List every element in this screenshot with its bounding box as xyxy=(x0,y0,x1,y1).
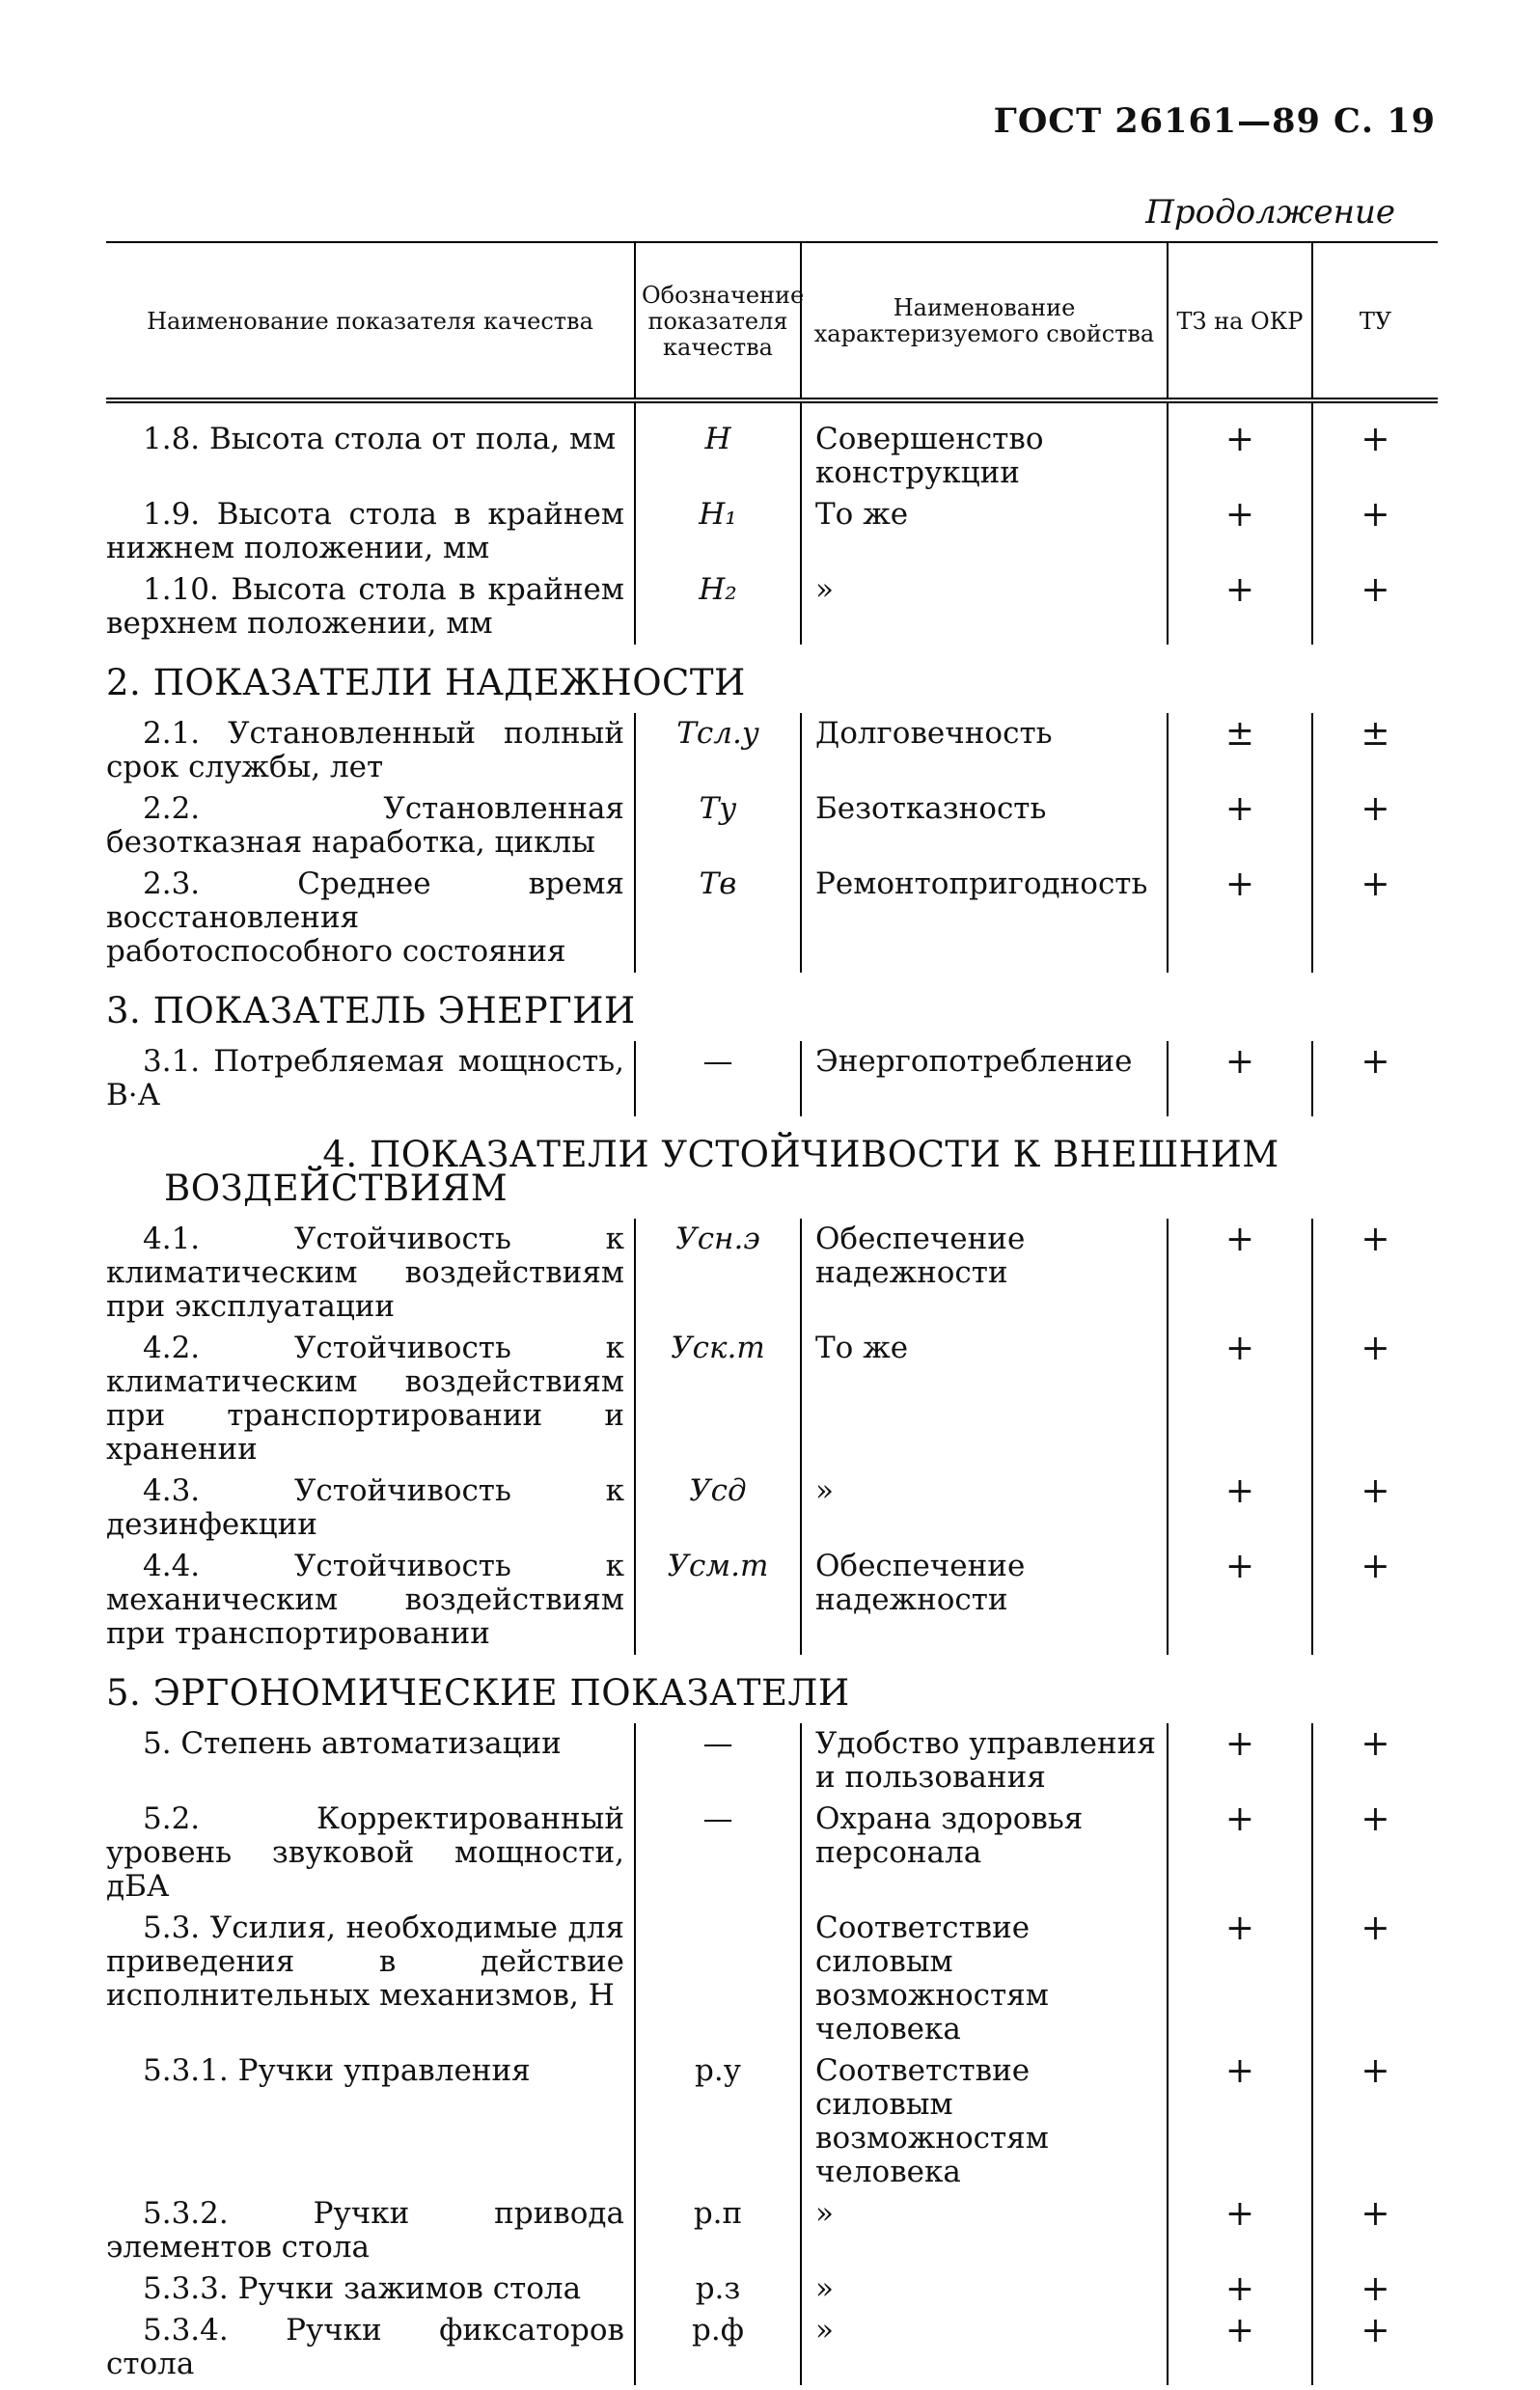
indicator-name: 5.3.4. Ручки фиксаторов стола xyxy=(106,2313,624,2381)
tz-mark: + xyxy=(1168,1723,1312,1799)
table-row xyxy=(106,2310,1438,2385)
section-title-reliability: 2. ПОКАЗАТЕЛИ НАДЕЖНОСТИ xyxy=(106,662,746,703)
section-heading-row xyxy=(106,1116,1438,1219)
column-header-property: Наименование характеризуемого свойства xyxy=(801,242,1168,400)
tu-mark: + xyxy=(1312,2193,1438,2268)
page-header: ГОСТ 26161—89 С. 19 xyxy=(993,101,1436,141)
tu-mark: + xyxy=(1312,1328,1438,1470)
tu-mark: ± xyxy=(1312,713,1438,788)
indicator-name: 3.1. Потребляемая мощность, В·А xyxy=(106,1044,624,1113)
table-row xyxy=(106,569,1438,645)
indicator-symbol: — xyxy=(635,1799,801,1908)
tu-mark: + xyxy=(1312,1546,1438,1655)
tu-mark: + xyxy=(1312,2050,1438,2193)
indicator-property: » xyxy=(801,2310,1168,2385)
indicator-property: Соответствие силовым возможностям человека xyxy=(801,2050,1168,2193)
table-row xyxy=(106,1470,1438,1546)
indicator-property: То же xyxy=(801,1328,1168,1470)
indicator-name: 2.1. Установленный полный срок службы, лет xyxy=(106,716,624,784)
indicator-name: 4.3. Устойчивость к дезинфекции xyxy=(106,1473,624,1542)
tz-mark: + xyxy=(1168,569,1312,645)
tz-mark: + xyxy=(1168,2310,1312,2385)
table-row xyxy=(106,1219,1438,1328)
tz-mark: + xyxy=(1168,1799,1312,1908)
indicator-name: 4.1. Устойчивость к климатическим воздействиям при эксплуатации xyxy=(106,1222,624,1324)
indicator-property: Совершенство конструкции xyxy=(801,400,1168,494)
continuation-label: Продолжение xyxy=(1145,193,1395,232)
section-title-resistance: 4. ПОКАЗАТЕЛИ УСТОЙЧИВОСТИ К ВНЕШНИМ ВОЗДЕЙСТВИЯМ xyxy=(164,1134,1279,1209)
indicator-name: 5.3.3. Ручки зажимов стола xyxy=(143,2271,582,2306)
table-row xyxy=(106,1799,1438,1908)
table-row xyxy=(106,1328,1438,1470)
indicator-symbol: — xyxy=(635,1723,801,1799)
tu-mark: + xyxy=(1312,1908,1438,2050)
indicator-name: 1.10. Высота стола в крайнем верхнем положении, мм xyxy=(106,572,624,641)
column-header-tu: ТУ xyxy=(1312,242,1438,400)
table-row xyxy=(106,1723,1438,1799)
table-row xyxy=(106,2268,1438,2310)
tu-mark: + xyxy=(1312,400,1438,494)
tu-mark: + xyxy=(1312,1799,1438,1908)
indicator-name: 4.4. Устойчивость к механическим воздействиям при транспортировании xyxy=(106,1549,624,1651)
indicator-property: » xyxy=(801,2268,1168,2310)
indicator-name: 2.2. Установленная безотказная наработка, циклы xyxy=(106,791,624,860)
tu-mark: + xyxy=(1312,2310,1438,2385)
section-heading-row xyxy=(106,973,1438,1041)
tu-mark: + xyxy=(1312,1723,1438,1799)
tz-mark: + xyxy=(1168,1219,1312,1328)
tu-mark: + xyxy=(1312,2268,1438,2310)
indicator-name: 5.3.2. Ручки привода элементов стола xyxy=(106,2196,624,2265)
indicator-name: 5. Степень автоматизации xyxy=(143,1726,562,1761)
table-row xyxy=(106,494,1438,569)
table-row xyxy=(106,713,1438,788)
indicator-name: 1.8. Высота стола от пола, мм xyxy=(143,422,617,456)
tz-mark: + xyxy=(1168,1328,1312,1470)
indicator-symbol: Tв xyxy=(635,864,801,973)
table-header xyxy=(106,242,1438,400)
table-row xyxy=(106,1908,1438,2050)
tu-mark: + xyxy=(1312,1219,1438,1328)
indicator-symbol: H xyxy=(635,400,801,494)
indicator-symbol: H₁ xyxy=(635,494,801,569)
tu-mark: + xyxy=(1312,1041,1438,1116)
table-row xyxy=(106,2193,1438,2268)
indicator-property: » xyxy=(801,2193,1168,2268)
section-title-energy: 3. ПОКАЗАТЕЛЬ ЭНЕРГИИ xyxy=(106,990,636,1031)
table-row xyxy=(106,400,1438,494)
indicator-symbol: — xyxy=(635,1041,801,1116)
indicator-property: Удобство управления и пользования xyxy=(801,1723,1168,1799)
indicator-symbol: Усм.т xyxy=(635,1546,801,1655)
indicator-property: Долговечность xyxy=(801,713,1168,788)
tu-mark: + xyxy=(1312,1470,1438,1546)
indicator-name: 1.9. Высота стола в крайнем нижнем положении, мм xyxy=(106,497,624,565)
table-row xyxy=(106,2050,1438,2193)
quality-indicators-table xyxy=(106,241,1438,2385)
indicator-property: Обеспечение надежности xyxy=(801,1546,1168,1655)
indicator-symbol: Уск.т xyxy=(635,1328,801,1470)
tz-mark: + xyxy=(1168,864,1312,973)
indicator-symbol: р.у xyxy=(635,2050,801,2193)
tu-mark: + xyxy=(1312,788,1438,864)
indicator-symbol: Усн.э xyxy=(635,1219,801,1328)
tz-mark: ± xyxy=(1168,713,1312,788)
tz-mark: + xyxy=(1168,2050,1312,2193)
table-body xyxy=(106,400,1438,2385)
indicator-name: 5.3. Усилия, необходимые для приведения в действие исполнительных механизмов, Н xyxy=(106,1910,624,2013)
indicator-property: Энергопотребление xyxy=(801,1041,1168,1116)
indicator-property: Ремонтопригодность xyxy=(801,864,1168,973)
tu-mark: + xyxy=(1312,569,1438,645)
tu-mark: + xyxy=(1312,864,1438,973)
indicator-property: » xyxy=(801,569,1168,645)
tz-mark: + xyxy=(1168,494,1312,569)
indicator-property: » xyxy=(801,1470,1168,1546)
section-heading-row xyxy=(106,645,1438,713)
indicator-name: 5.2. Корректированный уровень звуковой мощности, дБА xyxy=(106,1801,624,1904)
section-title-ergonomic: 5. ЭРГОНОМИЧЕСКИЕ ПОКАЗАТЕЛИ xyxy=(106,1672,850,1714)
column-header-symbol: Обозначение показателя качества xyxy=(635,242,801,400)
tz-mark: + xyxy=(1168,1470,1312,1546)
indicator-symbol xyxy=(635,1908,801,2050)
indicator-symbol: Усд xyxy=(635,1470,801,1546)
indicator-symbol: р.п xyxy=(635,2193,801,2268)
tz-mark: + xyxy=(1168,1908,1312,2050)
indicator-symbol: Tу xyxy=(635,788,801,864)
section-heading-row xyxy=(106,1655,1438,1723)
indicator-property: Обеспечение надежности xyxy=(801,1219,1168,1328)
tz-mark: + xyxy=(1168,2268,1312,2310)
indicator-property: Соответствие силовым возможностям человека xyxy=(801,1908,1168,2050)
indicator-property: Безотказность xyxy=(801,788,1168,864)
table-row xyxy=(106,864,1438,973)
tz-mark: + xyxy=(1168,788,1312,864)
indicator-symbol: р.з xyxy=(635,2268,801,2310)
tz-mark: + xyxy=(1168,2193,1312,2268)
indicator-name: 4.2. Устойчивость к климатическим воздействиям при транспортировании и хранении xyxy=(106,1331,624,1467)
table-row xyxy=(106,788,1438,864)
tz-mark: + xyxy=(1168,1546,1312,1655)
table-row xyxy=(106,1041,1438,1116)
table-row xyxy=(106,1546,1438,1655)
indicator-symbol: р.ф xyxy=(635,2310,801,2385)
tz-mark: + xyxy=(1168,1041,1312,1116)
indicator-symbol: H₂ xyxy=(635,569,801,645)
indicator-symbol: Tсл.у xyxy=(635,713,801,788)
indicator-name: 5.3.1. Ручки управления xyxy=(143,2053,531,2088)
tu-mark: + xyxy=(1312,494,1438,569)
indicator-property: То же xyxy=(801,494,1168,569)
tz-mark: + xyxy=(1168,400,1312,494)
column-header-indicator-name: Наименование показателя качества xyxy=(147,307,593,335)
indicator-name: 2.3. Среднее время восстановления работоспособного состояния xyxy=(106,866,624,969)
indicator-property: Охрана здоровья персонала xyxy=(801,1799,1168,1908)
column-header-tz: ТЗ на ОКР xyxy=(1168,242,1312,400)
